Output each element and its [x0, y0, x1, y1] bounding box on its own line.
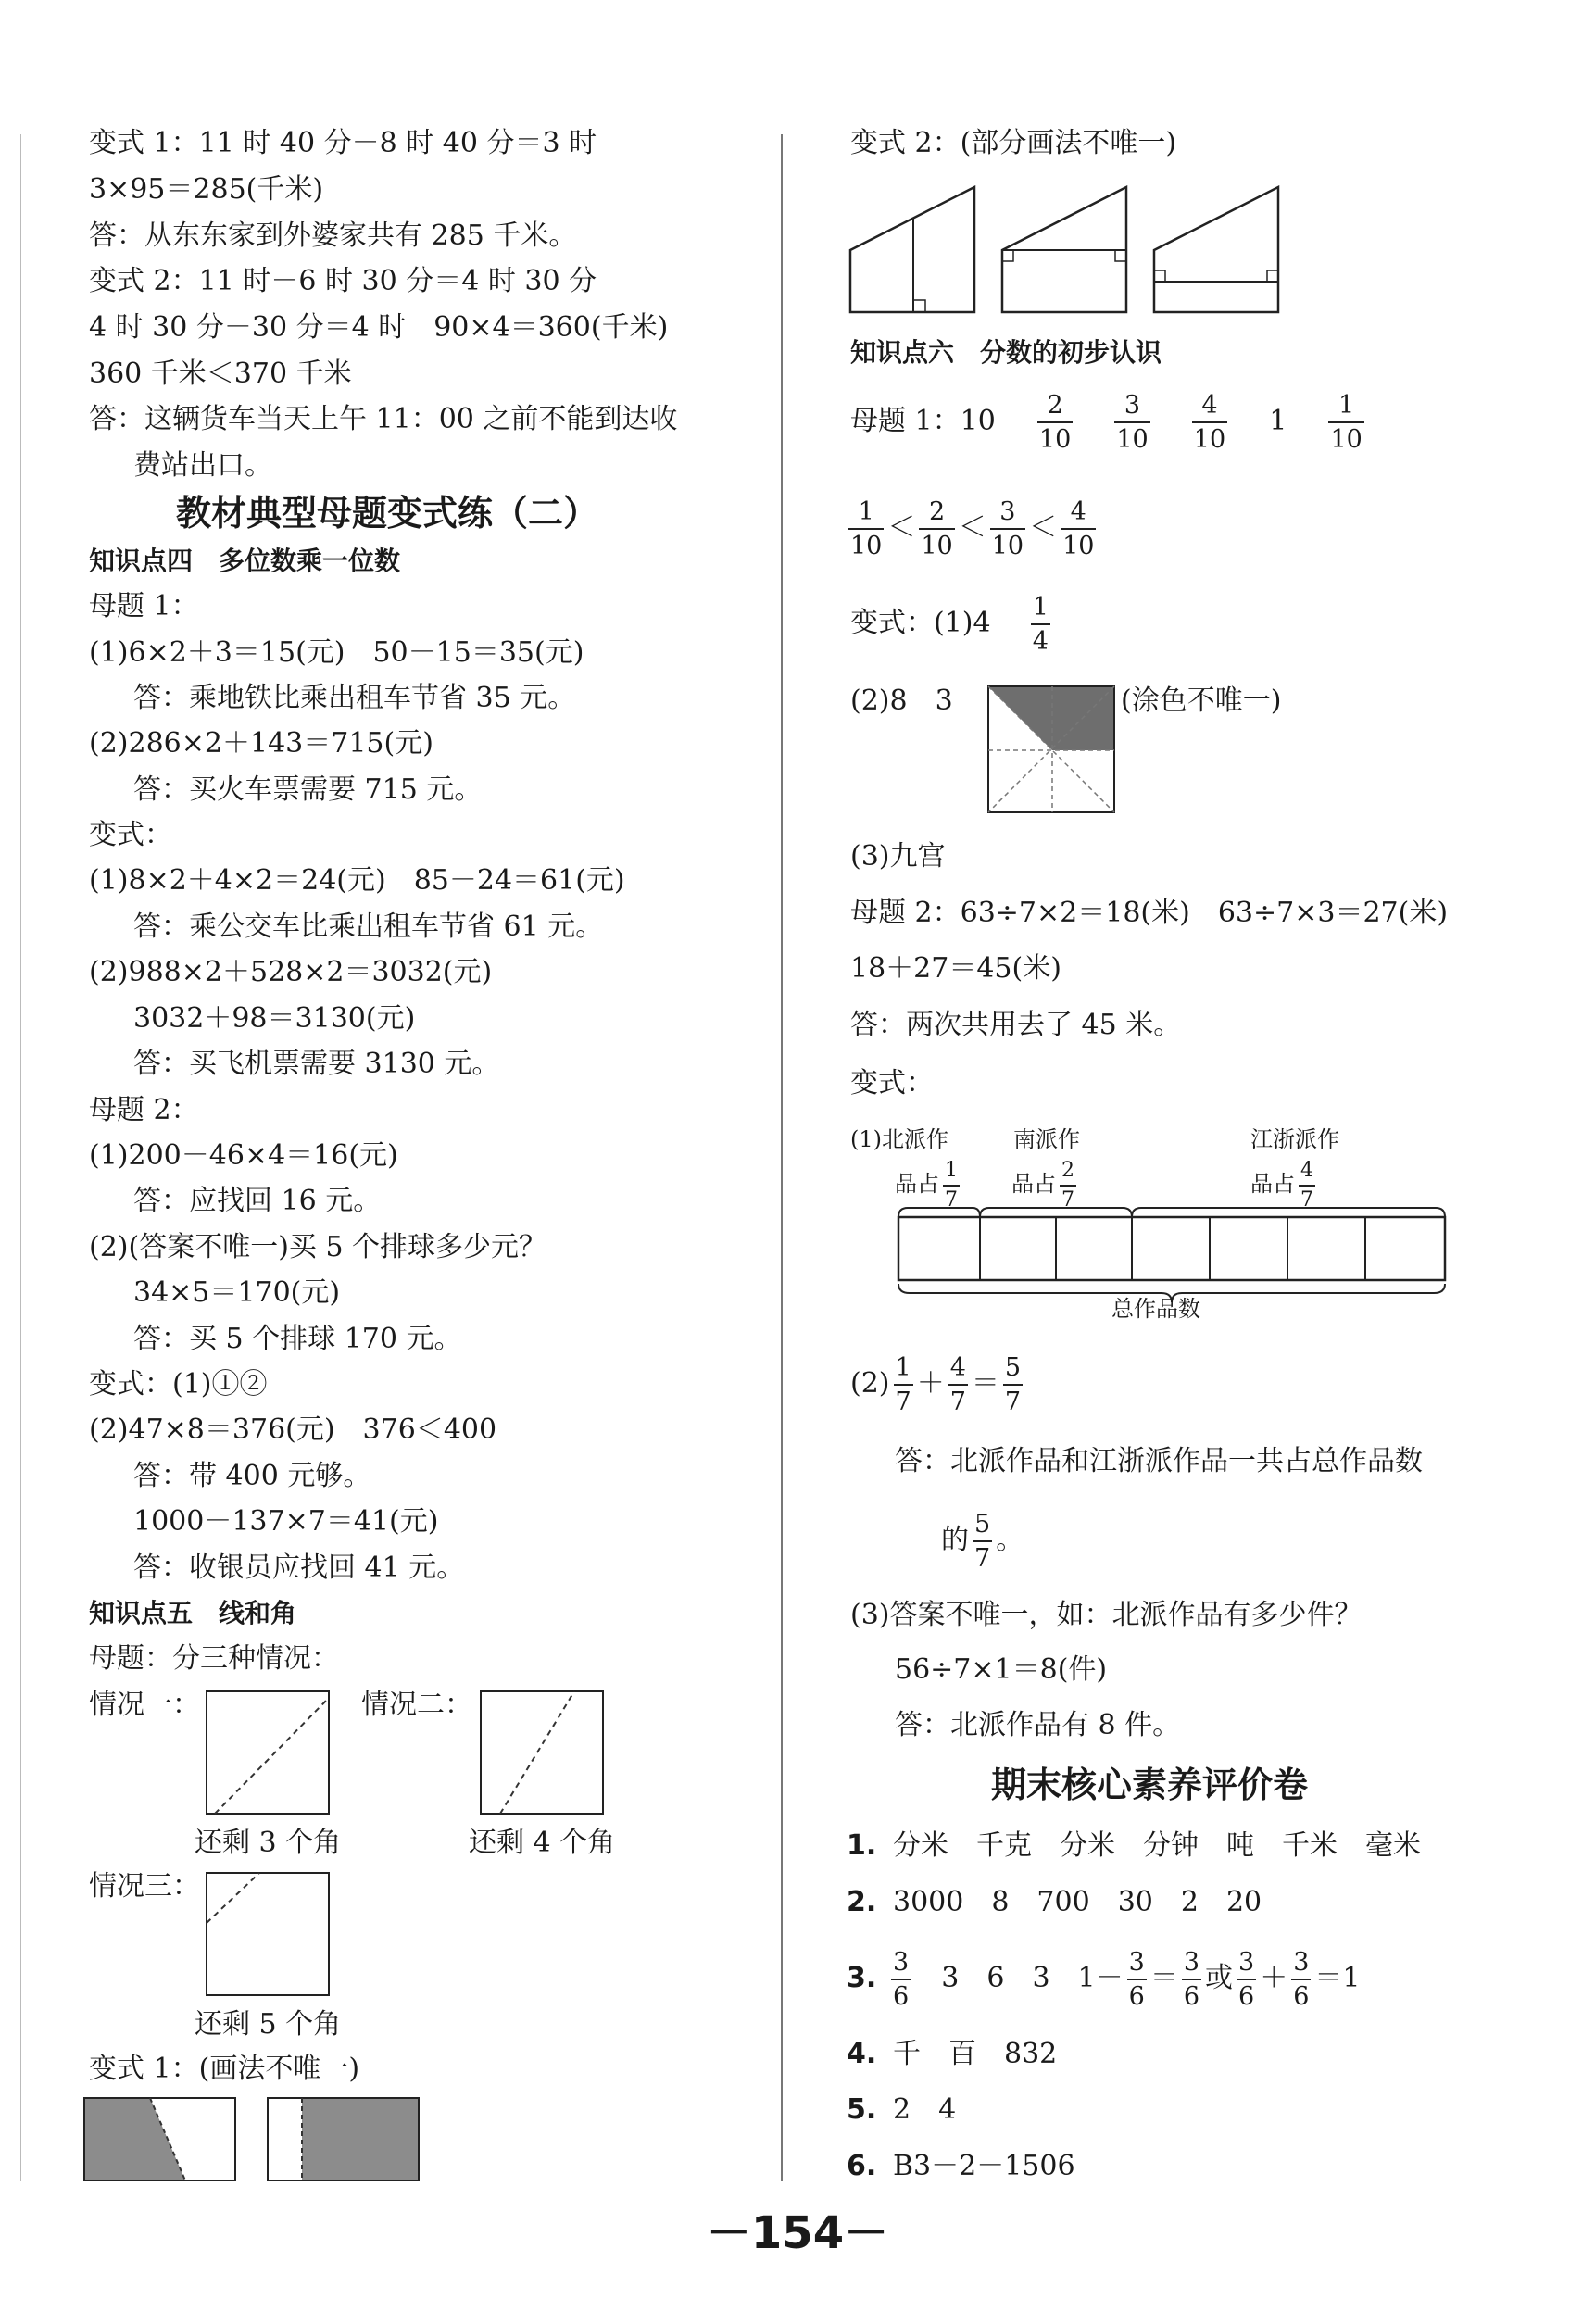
answer-2-number: 2. [847, 1886, 877, 1918]
left-line-7: 答：这辆货车当天上午 11：00 之前不能到达收 [89, 403, 678, 435]
case-1-remaining: 还剩 3 个角 [195, 1827, 342, 1859]
equation-answer-1: 答：北派作品和江浙派作品一共占总作品数 [895, 1445, 1423, 1477]
case-1-label: 情况一： [89, 1689, 200, 1721]
m2-part2-answer: 答：买 5 个排球 170 元。 [133, 1323, 462, 1355]
answer-6: B3－2－1506 [893, 2150, 1075, 2182]
case-3-remaining: 还剩 5 个角 [195, 2008, 342, 2041]
knowledge-point-5-title: 知识点五 线和角 [89, 1598, 297, 1628]
k6-m1-one: 1 [1269, 405, 1287, 437]
compare-fraction-4: $\frac{4}{10}$ [1062, 497, 1095, 560]
m1-part1-answer: 答：乘地铁比乘出租车节省 35 元。 [133, 682, 576, 714]
equation-answer-2: 的 $\frac{5}{7}$ 。 [941, 1510, 1024, 1573]
answer-5: 2 4 [893, 2093, 957, 2126]
diagram-label-2: 南派作 [1013, 1126, 1080, 1152]
compare-fraction-1: $\frac{1}{10}$ [850, 497, 883, 560]
case-2-remaining: 还剩 4 个角 [469, 1827, 616, 1859]
answer-5-number: 5. [847, 2093, 877, 2126]
shaded-square-figure [987, 685, 1117, 815]
left-margin-rule [20, 134, 21, 2181]
m2-label: 母题 2： [89, 1094, 199, 1126]
k6-m1-fraction-1: $\frac{2}{10}$ [1038, 391, 1072, 454]
variant-1-figure-a [83, 2097, 237, 2182]
k5-question: 母题：分三种情况： [89, 1642, 339, 1675]
k6-m2: 母题 2：63÷7×2＝18(米) 63÷7×3＝27(米) [850, 897, 1449, 929]
k6-m1-fraction-3: $\frac{4}{10}$ [1193, 391, 1226, 454]
answer-3-fraction-5: $\frac{3}{6}$ [1293, 1948, 1310, 2011]
case-1-figure [206, 1690, 332, 1816]
left-line-2: 3×95＝285(千米) [89, 173, 324, 206]
variant2-calc-answer: 答：收银员应找回 41 元。 [133, 1551, 465, 1584]
left-line-5: 4 时 30 分－30 分＝4 时 90×4＝360(千米) [89, 311, 669, 344]
m2-part2: (2)(答案不唯一)买 5 个排球多少元？ [89, 1231, 547, 1263]
diagram-label-1b: 品占 $\frac{1}{7}$ [895, 1158, 958, 1212]
answer-3-fraction-2: $\frac{3}{6}$ [1128, 1948, 1145, 2011]
answer-1-number: 1. [847, 1829, 877, 1862]
left-line-3: 答：从东东家到外婆家共有 285 千米。 [89, 220, 577, 252]
variant-1-figure-b [267, 2097, 421, 2182]
variant-1-drawing-label: 变式 1：(画法不唯一) [89, 2053, 360, 2085]
m2-part2-calc: 34×5＝170(元) [133, 1276, 341, 1309]
variant-label: 变式： [89, 819, 172, 851]
diagram-label-1: (1)北派作 [850, 1126, 948, 1152]
m1-part2-answer: 答：买火车票需要 715 元。 [133, 773, 483, 806]
answer-3-number: 3. [847, 1962, 877, 1994]
variant-part2: (2)988×2＋528×2＝3032(元) [89, 956, 493, 988]
k6-variant-label: 变式： [850, 1067, 934, 1099]
variant2-part1: 变式：(1)①② [89, 1368, 268, 1401]
diagram-label-2b: 品占 $\frac{2}{7}$ [1011, 1158, 1074, 1212]
exam-title: 期末核心素养评价卷 [991, 1765, 1309, 1805]
case-3-figure [206, 1872, 332, 1998]
k6-m1-fraction-4: $\frac{1}{10}$ [1330, 391, 1363, 454]
answer-6-number: 6. [847, 2150, 877, 2182]
q3-question: (3)答案不唯一，如：北派作品有多少件？ [850, 1599, 1363, 1631]
answer-3-fraction-1: $\frac{3}{6}$ [893, 1948, 910, 2011]
q3-answer: 答：北派作品有 8 件。 [895, 1709, 1181, 1741]
diagram-label-3: 江浙派作 [1250, 1126, 1339, 1152]
k6-m2-answer: 答：两次共用去了 45 米。 [850, 1009, 1182, 1041]
answer-fraction: $\frac{5}{7}$ [974, 1510, 991, 1573]
k6-variant-1: 变式：(1)4 $\frac{1}{4}$ [850, 593, 1049, 656]
variant-1-fraction: $\frac{1}{4}$ [1032, 593, 1049, 656]
section-title: 教材典型母题变式练（二） [176, 493, 599, 534]
m1-part2: (2)286×2＋143＝715(元) [89, 727, 433, 760]
knowledge-point-6-title: 知识点六 分数的初步认识 [850, 337, 1162, 368]
k6-m2-sum: 18＋27＝45(米) [850, 952, 1061, 985]
compare-fraction-2: $\frac{2}{10}$ [921, 497, 953, 560]
left-line-4: 变式 2：11 时－6 时 30 分＝4 时 30 分 [89, 265, 597, 297]
knowledge-point-4-title: 知识点四 多位数乘一位数 [89, 546, 401, 576]
k6-m1-row [850, 389, 1368, 454]
answer-4-number: 4. [847, 2038, 877, 2070]
diagram-total-label: 总作品数 [1111, 1296, 1200, 1322]
k6-m1-prefix: 母题 1：10 [850, 405, 996, 437]
left-line-1: 变式 1：11 时 40 分－8 时 40 分＝3 时 [89, 127, 597, 159]
m1-label: 母题 1： [89, 590, 199, 622]
k6-m1-fraction-2: $\frac{3}{10}$ [1116, 391, 1149, 454]
variant-part2-answer: 答：买飞机票需要 3130 元。 [133, 1048, 500, 1080]
equation-fraction-2: $\frac{4}{7}$ [949, 1353, 966, 1416]
trapezoid-figure-1 [848, 185, 978, 315]
variant-part1-answer: 答：乘公交车比乘出租车节省 61 元。 [133, 911, 604, 943]
case-2-label: 情况二： [361, 1689, 472, 1721]
m2-part1-answer: 答：应找回 16 元。 [133, 1185, 382, 1217]
variant-part1: (1)8×2＋4×2＝24(元) 85－24＝61(元) [89, 864, 625, 897]
compare-fraction-3: $\frac{3}{10}$ [991, 497, 1024, 560]
answer-3: $\frac{3}{6}$ 3 6 3 1－ $\frac{3}{6}$ ＝ $\frac{3}{6}$ 或 $\frac{3}{6}$ ＋ $\frac{3}{6}$ ＝1 [893, 1948, 1361, 2011]
answer-2: 3000 8 700 30 2 20 [893, 1886, 1262, 1918]
k6-variant-2: (2)8 3 [850, 685, 953, 717]
left-line-8: 费站出口。 [133, 449, 272, 482]
diagram-label-3b: 品占 $\frac{4}{7}$ [1250, 1158, 1313, 1212]
variant-2-drawing-label: 变式 2：(部分画法不唯一) [850, 127, 1177, 159]
variant2-part2-answer: 答：带 400 元够。 [133, 1460, 371, 1492]
column-divider [781, 134, 783, 2181]
m2-part1: (1)200－46×4＝16(元) [89, 1139, 398, 1172]
variant2-part2: (2)47×8＝376(元) 376＜400 [89, 1413, 497, 1446]
answer-3-fraction-4: $\frac{3}{6}$ [1238, 1948, 1255, 2011]
page-number: －154－ [706, 2207, 889, 2259]
case-2-figure [480, 1690, 606, 1816]
trapezoid-figure-2 [1000, 185, 1130, 315]
k6-variant-3: (3)九宫 [850, 840, 946, 873]
answer-3-fraction-3: $\frac{3}{6}$ [1183, 1948, 1200, 2011]
equation-fraction-3: $\frac{5}{7}$ [1004, 1353, 1022, 1416]
shading-note: (涂色不唯一) [1121, 685, 1282, 717]
k6-compare-row: $\frac{1}{10}$ ＜ $\frac{2}{10}$ ＜ $\frac{3}{10}$ ＜ $\frac{4}{10}$ [850, 497, 1095, 560]
equation-row: (2) $\frac{1}{7}$ ＋ $\frac{4}{7}$ ＝ $\frac{5}{7}$ [850, 1353, 1022, 1416]
answer-1: 分米 千克 分米 分钟 吨 千米 毫米 [893, 1829, 1421, 1862]
m1-part1: (1)6×2＋3＝15(元) 50－15＝35(元) [89, 636, 584, 669]
left-line-6: 360 千米＜370 千米 [89, 358, 352, 390]
trapezoid-figure-3 [1152, 185, 1282, 315]
variant2-calc: 1000－137×7＝41(元) [133, 1505, 439, 1538]
answer-4: 千 百 832 [893, 2038, 1058, 2070]
variant-part2-b: 3032＋98＝3130(元) [133, 1002, 416, 1035]
q3-calc: 56÷7×1＝8(件) [895, 1653, 1108, 1686]
equation-fraction-1: $\frac{1}{7}$ [895, 1353, 911, 1416]
case-3-label: 情况三： [89, 1870, 200, 1903]
